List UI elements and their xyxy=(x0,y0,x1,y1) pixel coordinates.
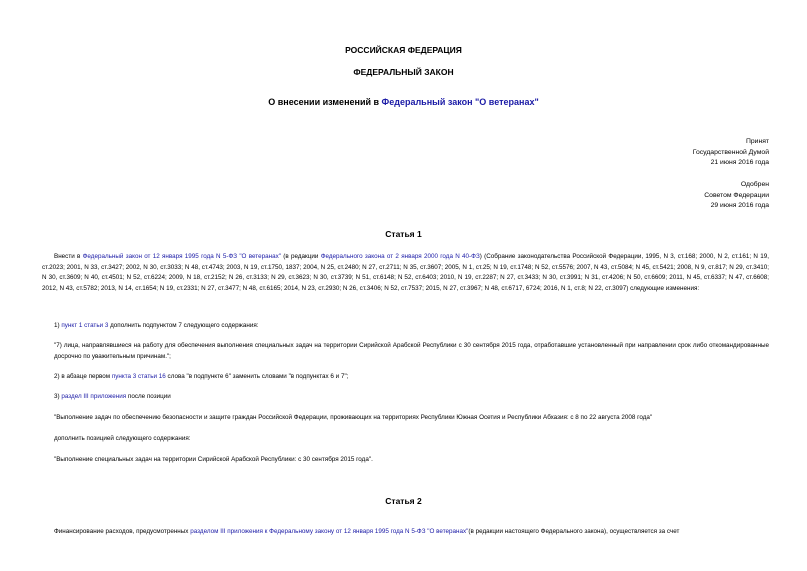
article2-text-1: Финансирование расходов, предусмотренных xyxy=(54,528,191,535)
article2-text xyxy=(54,527,769,538)
item-3-link[interactable]: раздел III приложения xyxy=(61,393,127,400)
item-1-quote: "7) лица, направлявшиеся на работу для обеспечения выполнения специальных задач на территории Сирийской Арабской Республики с 30 сентября 2015 года, отработавшие установленный при направлении срок либо откомандированные досрочно по уважительным причинам."; xyxy=(54,342,769,360)
council-approval-block xyxy=(704,180,769,212)
article2-heading: Статья 2 xyxy=(385,496,422,506)
duma-label: Государственной Думой xyxy=(692,148,769,156)
approved-date: 29 июня 2016 года xyxy=(710,202,769,209)
item-2-link[interactable]: пункта 3 статьи 16 xyxy=(111,373,166,380)
intro-text-2: (в редакции xyxy=(281,253,321,260)
article1-intro xyxy=(42,252,769,294)
item-3-text: после позиции xyxy=(126,393,171,400)
council-label: Советом Федерации xyxy=(704,191,769,199)
item-3-add: дополнить позицией следующего содержания: xyxy=(54,435,191,442)
item-2-text-1: 2) в абзаце первом xyxy=(54,373,112,380)
intro-text-3: ) (Собрание законодательства Российской Федерации, 1995, N 3, ст.168; 2000, N 2, ст.161; N 19, ст.2023; 2001, N 33, ст.3427; 2002, N 30, ст.3033; N 48, ст.4743; 2003, N 19, ст.1750, 1837; 2004, N 25, ст.2480; N 27, ст.2711; N 35, ст.3607; 2005, N 1, ст.25; N 19, ст.1748; N 52, ст.5576; 2007, N 43, ст.5084; N 45, ст.5421; 2008, N 9, ст.817; N 29, ст.3410; N 30, ст.3609; N 40, ст.4501; N 52, ст.6224; 2009, N 18, ст.2152; N 26, ст.3133; N 29, ст.3623; N 30, ст.3739; N 51, ст.6148; N 52, ст.6403; 2010, N 19, ст.2287; N 27, ст.3433; N 30, ст.3991; N 31, ст.4206; N 50, ст.6609; 2011, N 45, ст.6337; N 47, ст.6608; 2012, N 43, ст.5782; 2013, N 14, ст.1654; N 19, ст.2331; N 27, ст.3477; N 48, ст.6165; 2014, N 23, ст.2930; N 26, ст.3406; N 52, ст.7537; 2015, N 27, ст.3967; N 48, ст.6717, 6724; 2016, N 1, ст.8; N 22, ст.3097) следующие изменения: xyxy=(42,253,769,292)
item-3 xyxy=(54,392,769,403)
law-5fz-link[interactable]: Федеральный закон от 12 января 1995 года N 5-ФЗ "О ветеранах" xyxy=(82,253,281,260)
law-title xyxy=(0,97,807,107)
duma-adoption-block xyxy=(693,137,769,169)
accepted-date: 21 июня 2016 года xyxy=(710,159,769,166)
item-1 xyxy=(54,321,769,332)
federation-heading: РОССИЙСКАЯ ФЕДЕРАЦИЯ xyxy=(345,45,462,55)
approved-label: Одобрен xyxy=(740,181,769,188)
item-3-new-position: "Выполнение специальных задач на территории Сирийской Арабской Республики: с 30 сентября 2015 года". xyxy=(54,456,373,463)
item-1-link[interactable]: пункт 1 статьи 3 xyxy=(61,322,109,329)
article2-link[interactable]: разделом III приложения к Федеральному закону от 12 января 1995 года N 5-ФЗ "О ветеранах" xyxy=(190,528,469,535)
item-2 xyxy=(54,372,769,383)
law-title-prefix: О внесении изменений в xyxy=(268,97,382,107)
article2-text-2: (в редакции настоящего Федерального закона), осуществляется за счет xyxy=(468,528,680,535)
law-40fz-link[interactable]: Федерального закона от 2 января 2000 года N 40-ФЗ xyxy=(320,253,480,260)
item-3-number: 3) xyxy=(54,393,62,400)
accepted-label: Принят xyxy=(745,138,769,145)
intro-text-1: Внести в xyxy=(54,253,83,260)
item-3-quote: "Выполнение задач по обеспечению безопасности и защите граждан Российской Федерации, проживающих на территориях Республики Южная Осетия и Республики Абхазия: с 8 по 22 августа 2008 года" xyxy=(54,414,653,421)
item-1-text: дополнить подпунктом 7 следующего содержания: xyxy=(108,322,259,329)
law-title-link[interactable]: Федеральный закон "О ветеранах" xyxy=(381,97,539,107)
law-type-heading: ФЕДЕРАЛЬНЫЙ ЗАКОН xyxy=(353,67,454,77)
item-2-text-2: слова "в подпункте 6" заменить словами "в подпунктах 6 и 7"; xyxy=(165,373,349,380)
item-1-number: 1) xyxy=(54,322,62,329)
article1-heading: Статья 1 xyxy=(385,229,422,239)
